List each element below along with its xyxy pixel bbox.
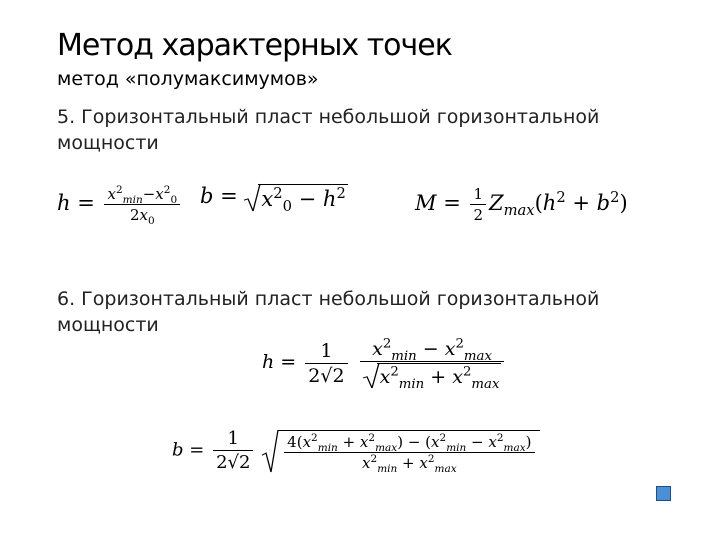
item-6-text: 6. Горизонтальный пласт небольшой горизонтальной мощности xyxy=(57,288,600,336)
formula-5-b: b = $x^2_0 - h^2$ xyxy=(200,184,346,216)
item-5-text: 5. Горизонтальный пласт небольшой горизонтальной мощности xyxy=(57,106,600,154)
formula-6-h: h = $\frac{1}{2√2}$ $\frac{x^2_{min} - x^2_{max}}{x^2_{min} + x^2_{max}}$ xyxy=(262,338,507,388)
formula-6-b: b = $\frac{1}{2√2}$ $\frac{4(x^2_{min} + x^2_{max}) - (x^2_{min} - x^2_{max})}{x^2_{min} + x^2_{max}}$ xyxy=(172,428,540,473)
formula-5-h: h = $\frac{x^2_{min}-x^2_0}{2x_0}$ xyxy=(57,185,183,224)
slide-title: Метод характерных точек xyxy=(57,28,452,63)
slide-subtitle: метод «полумаксимумов» xyxy=(57,68,319,90)
formula-5-M: M = $\frac{1}{2}$ $Z_{max}(h^2 + b^2)$ xyxy=(415,185,628,224)
corner-square-icon xyxy=(656,486,671,501)
